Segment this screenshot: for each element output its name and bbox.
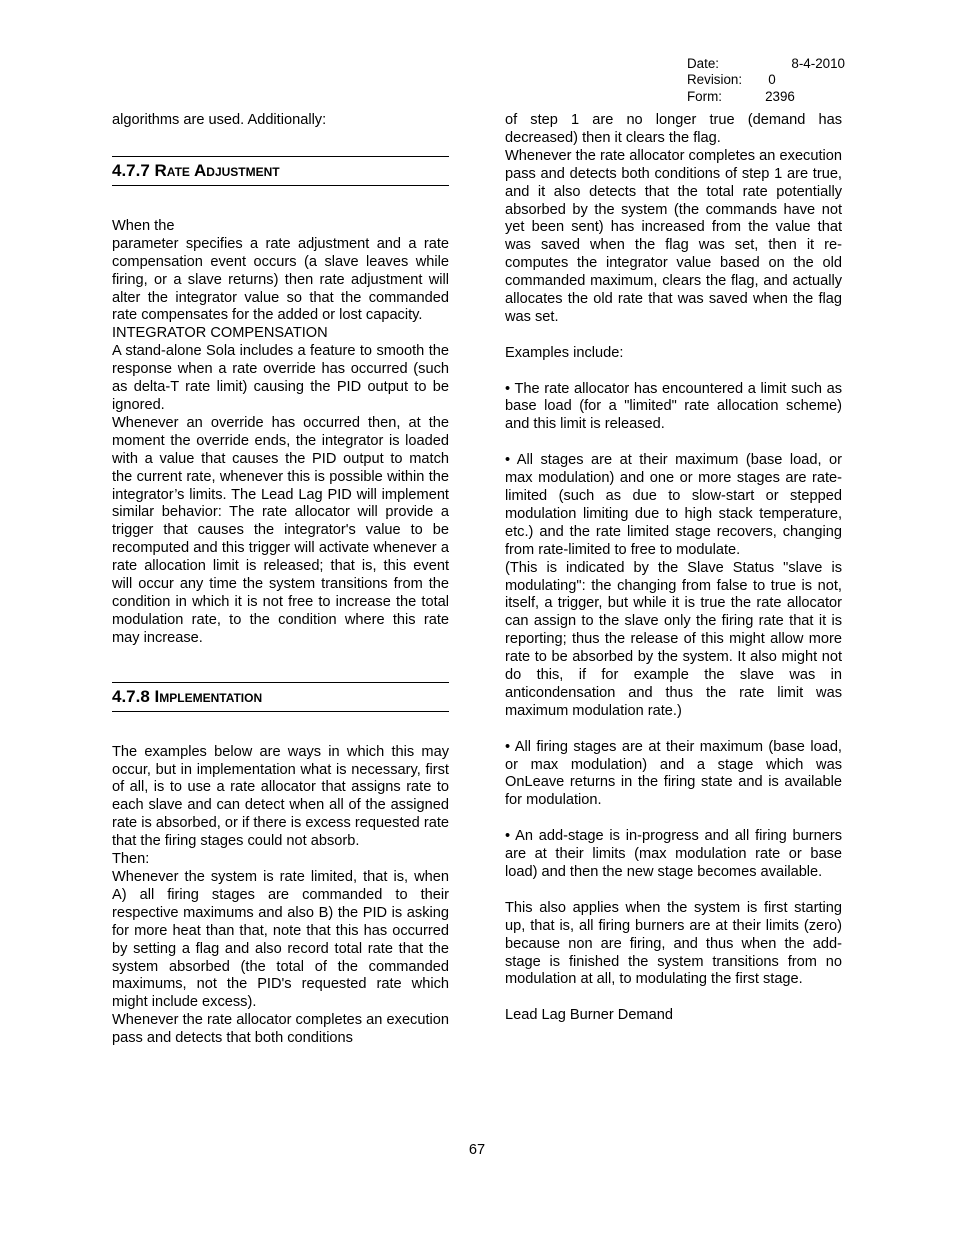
- bullet-onleave-returns: • All firing stages are at their maximum (base load, or max modulation) and a stage which was OnLeave returns in the firing state and is available for modulation.: [505, 738, 842, 809]
- rate-limited-paragraph: Whenever the system is rate limited, that is, when A) all firing stages are commanded to their respective maximums and also B) the PID is asking for more heat than that, note that this has occurred by setting a flag and also record total rate that the system absorbed (the total of the commanded maximums, not the PID's requested rate which might include excess).: [112, 869, 449, 1011]
- section-heading-4-7-7: 4.7.7 Rate Adjustment: [112, 156, 449, 186]
- step-one-paragraph: of step 1 are no longer true (demand has decreased) then it clears the flag.: [505, 112, 842, 146]
- examples-below-paragraph: The examples below are ways in which this may occur, but in implementation what is necessary, first of all, is to use a rate allocator that assigns rate to each slave and can detect when all of the assigned rate is absorbed, or if there is excess requested rate that the firing stages could not absorb.: [112, 743, 449, 850]
- form-label: Form:: [687, 88, 722, 104]
- allocator-completes-paragraph: Whenever the rate allocator completes an execution pass and detects both conditions of step 1 are true, and it also detects that the total rate potentially absorbed by the system (the commands have not yet been sent) has increased from the value that was saved when the flag was set, then it re-computes the integrator value based on the old commanded maximum, clears the flag, and actually allocates the old rate that was saved when the flag was set.: [505, 147, 842, 325]
- revision-label: Revision:: [687, 72, 743, 88]
- allocator-pass-paragraph: Whenever the rate allocator completes an execution pass and detects that both conditions: [112, 1012, 449, 1047]
- left-column: [112, 112, 449, 1048]
- slave-status-note: (This is indicated by the Slave Status "slave is modulating": the changing from false to true is not, itself, a trigger, but while it is true the rate allocator can assign to the slave only the firing rate that it is reporting; thus the release of this might allow more rate to be absorbed by the system. It also might not do this, if for example the slave was in anticondensation and thus the rate limit was maximum modulation rate.): [505, 559, 842, 719]
- lead-lag-burner-demand: Lead Lag Burner Demand: [505, 1007, 673, 1024]
- date-label: Date:: [687, 56, 720, 71]
- integrator-compensation-heading: INTEGRATOR COMPENSATION: [112, 325, 328, 342]
- bullet-limit-released: • The rate allocator has encountered a limit such as base load (for a "limited" rate allocation scheme) and this limit is released.: [505, 380, 842, 433]
- then-text: Then:: [112, 851, 150, 868]
- when-the-text: When the: [112, 217, 175, 234]
- startup-paragraph: This also applies when the system is first starting up, that is, all firing burners are at their limits (zero) because non are firing, and thus when the add-stage is finished the system transitions from no modulation at all, to modulating the first stage.: [505, 899, 842, 988]
- bullet-stages-rate-limited: • All stages are at their maximum (base load, or max modulation) and one or more stages are rate-limited (such as due to slow-start or stepped modulation limiting due to high stack temperature, etc.) and the rate limited stage recovers, changing from rate-limited to free to modulate.: [505, 452, 842, 558]
- override-paragraph: Whenever an override has occurred then, at the moment the override ends, the integrator is loaded with a value that causes the PID output to match the current rate, whenever this is possible within the integrator’s limits. The Lead Lag PID will implement similar behavior: The rate allocator will provide a trigger that causes the integrator's value to be recomputed and this trigger will activate whenever a rate allocation limit is released; that is, this event will occur any time the system transitions from the condition in which it is not free to increase the total modulation rate, to the condition where this rate may increase.: [112, 414, 449, 646]
- intro-text: algorithms are used. Additionally:: [112, 112, 327, 128]
- bullet-add-stage: • An add-stage is in-progress and all firing burners are at their limits (max modulation rate or base load) and then the new stage becomes available.: [505, 828, 842, 880]
- header-form-row: [687, 89, 847, 105]
- header-revision-row: [687, 72, 847, 88]
- stand-alone-paragraph: A stand-alone Sola includes a feature to smooth the response when a rate override has occurred (such as delta-T rate limit) causing the PID output to be ignored.: [112, 343, 449, 413]
- revision-value: 0: [768, 72, 776, 88]
- document-header: [687, 56, 847, 105]
- examples-include-text: Examples include:: [505, 344, 624, 361]
- page-number: 67: [468, 1142, 486, 1158]
- date-value: 8-4-2010: [791, 56, 845, 71]
- header-date-row: [687, 56, 847, 72]
- section-heading-4-7-8: 4.7.8 Implementation: [112, 682, 449, 712]
- form-value: 2396: [765, 88, 795, 104]
- right-column: [505, 112, 842, 1025]
- rate-adjustment-paragraph: parameter specifies a rate adjustment and a rate compensation event occurs (a slave leaves while firing, or a slave returns) then rate adjustment will alter the integrator value so that the commanded rate compensates for the added or lost capacity.: [112, 235, 449, 324]
